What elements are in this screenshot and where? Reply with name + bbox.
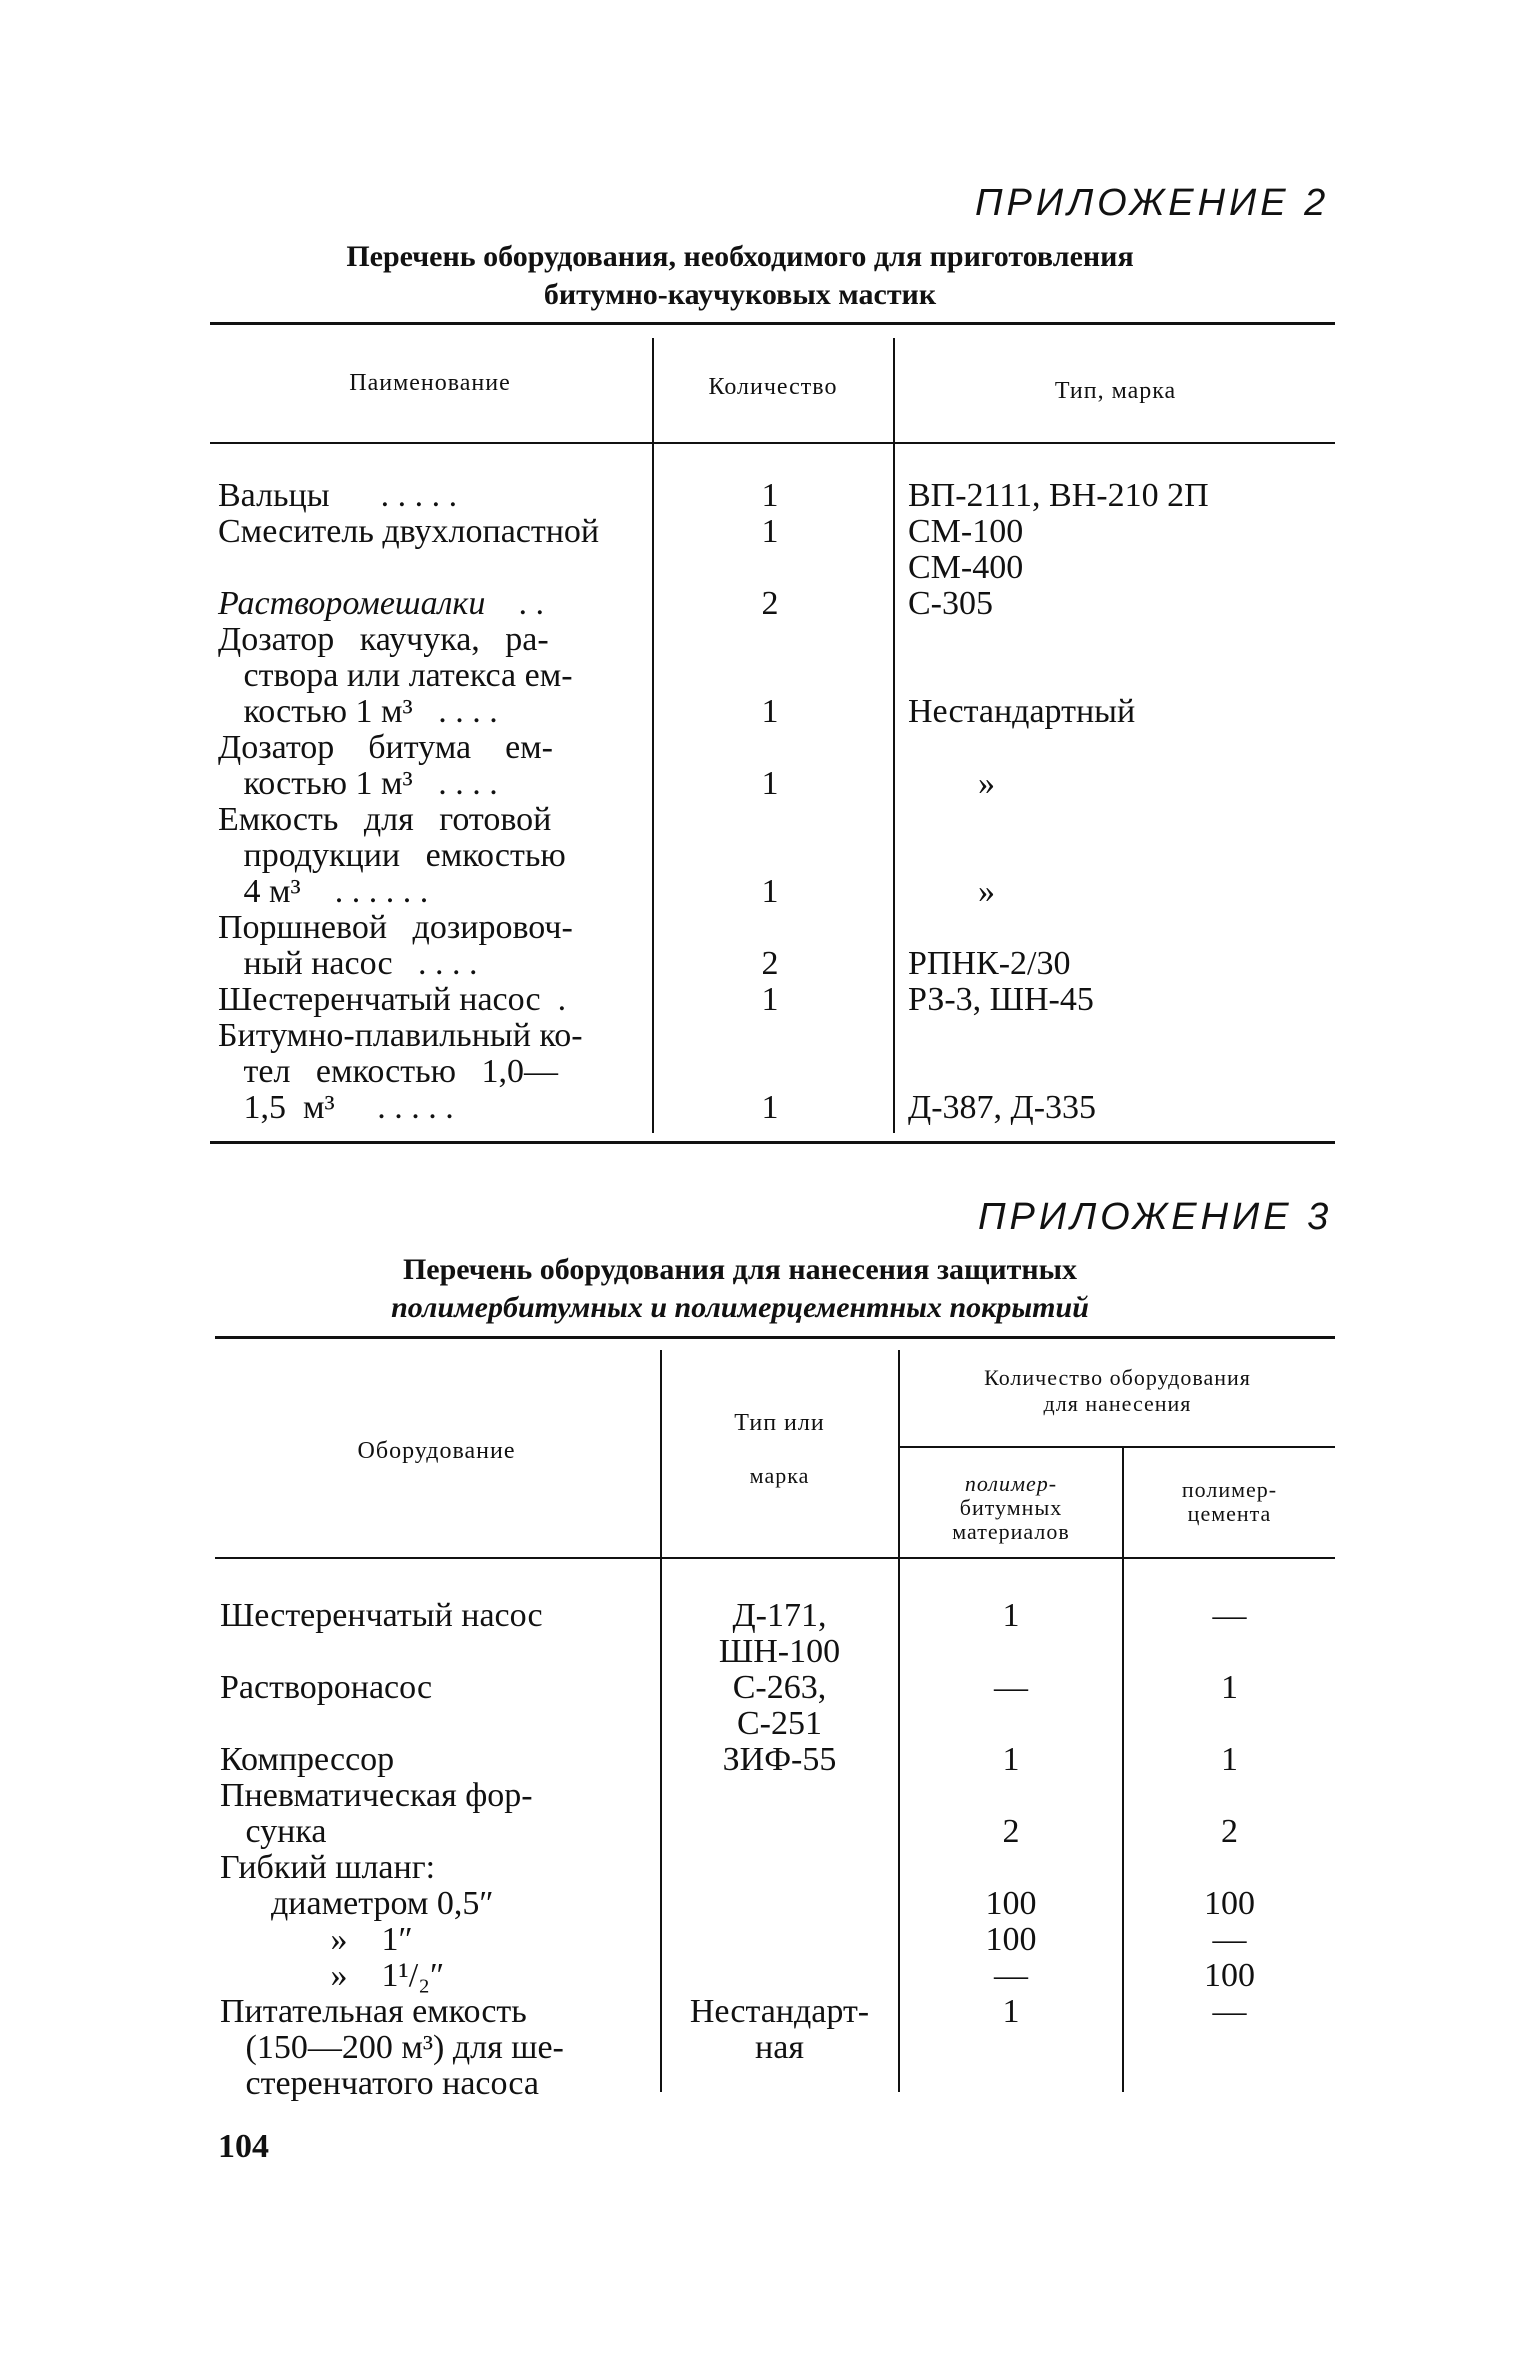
row-quantity: 1 bbox=[761, 477, 779, 514]
row-polymer-cement-qty: 100 bbox=[1204, 1885, 1255, 1922]
row-quantity: 1 bbox=[761, 513, 779, 550]
column-header-polymer-bitumen-line1: полимер- bbox=[964, 1471, 1058, 1496]
row-type: С-251 bbox=[737, 1705, 822, 1742]
row-type: ШН-100 bbox=[718, 1633, 841, 1670]
row-type: ЗИФ-55 bbox=[722, 1741, 837, 1778]
row-polymer-bitumen-qty: 1 bbox=[1002, 1993, 1020, 2030]
appendix-2-title bbox=[180, 238, 1300, 314]
row-type: ВП-2111, ВН-210 2П bbox=[908, 477, 1209, 514]
row-type: » bbox=[978, 873, 995, 910]
column-header-polymer-cement bbox=[1124, 1478, 1335, 1526]
row-type: СМ-100 bbox=[908, 513, 1024, 550]
row-name: костью 1 м³ . . . . bbox=[218, 765, 498, 802]
appendix-2-title-line2: битумно-каучуковых мастик bbox=[543, 278, 937, 311]
column-header-name: Паименование bbox=[349, 370, 511, 396]
row-name: 4 м³ . . . . . . bbox=[218, 873, 429, 910]
row-quantity: 2 bbox=[761, 945, 779, 982]
column-header-type-line1: Тип или bbox=[734, 1410, 825, 1436]
row-polymer-bitumen-qty: 1 bbox=[1002, 1741, 1020, 1778]
row-polymer-bitumen-qty: 1 bbox=[1002, 1597, 1020, 1634]
table-header-rule bbox=[210, 442, 1335, 444]
column-header-quantity-group-line2: для нанесения bbox=[1043, 1391, 1192, 1416]
table-top-rule bbox=[210, 322, 1335, 325]
row-name: продукции емкостью bbox=[218, 837, 566, 874]
row-polymer-bitumen-qty: — bbox=[994, 1669, 1028, 1706]
row-polymer-cement-qty: — bbox=[1212, 1597, 1247, 1634]
column-header-polymer-cement-line2: цемента bbox=[1187, 1501, 1272, 1526]
row-name: тел емкостью 1,0— bbox=[218, 1053, 559, 1090]
appendix-2-label: ПРИЛОЖЕНИЕ 2 bbox=[975, 182, 1330, 224]
appendix-3-title-line2: полимербитумных и полимерцементных покрытий bbox=[391, 1291, 1089, 1324]
row-quantity: 1 bbox=[761, 981, 779, 1018]
row-name: сунка bbox=[220, 1813, 327, 1850]
row-name: Пневматическая фор- bbox=[220, 1777, 533, 1814]
row-name: Битумно-плавильный ко- bbox=[218, 1017, 583, 1054]
column-divider bbox=[660, 1350, 662, 2092]
row-type: ная bbox=[755, 2029, 804, 2066]
row-polymer-cement-qty: 100 bbox=[1204, 1957, 1255, 1994]
row-polymer-cement-qty: 1 bbox=[1221, 1669, 1238, 1706]
row-type: » bbox=[978, 765, 995, 802]
table-bottom-rule bbox=[210, 1141, 1335, 1144]
appendix-2-title-line1: Перечень оборудования, необходимого для приготовления bbox=[346, 240, 1134, 273]
row-name: 1,5 м³ . . . . . bbox=[218, 1089, 454, 1126]
column-header-polymer-cement-line1: полимер- bbox=[1181, 1477, 1278, 1502]
column-header-polymer-bitumen bbox=[900, 1472, 1122, 1544]
column-header-type-line2: марка bbox=[749, 1463, 810, 1488]
row-quantity: 1 bbox=[761, 693, 779, 730]
row-type: Нестандарт- bbox=[689, 1993, 870, 2030]
column-header-quantity-group-line1: Количество оборудования bbox=[984, 1365, 1251, 1390]
row-name: стеренчатого насоса bbox=[220, 2065, 539, 2102]
column-header-quantity: Количество bbox=[708, 374, 838, 400]
row-name: Шестеренчатый насос bbox=[220, 1597, 543, 1634]
row-polymer-bitumen-qty: 2 bbox=[1002, 1813, 1020, 1850]
row-name: Емкость для готовой bbox=[218, 801, 552, 838]
row-type: С-263, bbox=[732, 1669, 827, 1706]
row-name: створа или латекса ем- bbox=[218, 657, 573, 694]
row-type: РЗ-3, ШН-45 bbox=[908, 981, 1094, 1018]
row-name: костью 1 м³ . . . . bbox=[218, 693, 498, 730]
appendix-3-title-line1: Перечень оборудования для нанесения защитных bbox=[402, 1253, 1078, 1286]
row-name: Гибкий шланг: bbox=[220, 1849, 436, 1886]
appendix-3-label: ПРИЛОЖЕНИЕ 3 bbox=[978, 1196, 1333, 1238]
row-quantity: 1 bbox=[761, 873, 779, 910]
row-name: диаметром 0,5″ bbox=[220, 1885, 494, 1922]
row-name: (150—200 м³) для ше- bbox=[220, 2029, 564, 2066]
row-polymer-bitumen-qty: 100 bbox=[985, 1921, 1037, 1958]
row-name: Дозатор каучука, ра- bbox=[218, 621, 549, 658]
column-header-polymer-bitumen-line2: битумных bbox=[959, 1495, 1063, 1520]
column-header-type: Тип, марка bbox=[1054, 378, 1177, 404]
row-type: РПНК-2/30 bbox=[908, 945, 1071, 982]
row-name: Вальцы . . . . . bbox=[218, 477, 458, 514]
row-polymer-cement-qty: 1 bbox=[1221, 1741, 1238, 1778]
row-polymer-bitumen-qty: 100 bbox=[985, 1885, 1037, 1922]
appendix-3-title bbox=[180, 1251, 1300, 1327]
row-type: Д-171, bbox=[732, 1597, 827, 1634]
column-header-equipment: Оборудование bbox=[357, 1438, 516, 1464]
row-polymer-cement-qty: — bbox=[1212, 1993, 1247, 2030]
row-polymer-cement-qty: 2 bbox=[1221, 1813, 1238, 1850]
row-type: С-305 bbox=[908, 585, 993, 622]
row-name: Поршневой дозировоч- bbox=[218, 909, 573, 946]
row-name: Питательная емкость bbox=[220, 1993, 527, 2030]
row-type: СМ-400 bbox=[908, 549, 1024, 586]
table-top-rule bbox=[215, 1336, 1335, 1339]
subheader-rule bbox=[900, 1446, 1335, 1448]
row-name: Смеситель двухлопастной bbox=[218, 513, 600, 550]
table-header-rule bbox=[215, 1557, 1335, 1559]
row-name: » 1¹/₂″ bbox=[220, 1957, 445, 1994]
column-header-polymer-bitumen-line3: материалов bbox=[952, 1519, 1070, 1544]
row-type: Нестандартный bbox=[908, 693, 1136, 730]
row-name: Растворомешалки . . bbox=[218, 585, 545, 622]
row-name: » 1″ bbox=[220, 1921, 413, 1958]
row-name: ный насос . . . . bbox=[218, 945, 478, 982]
row-polymer-bitumen-qty: — bbox=[994, 1957, 1028, 1994]
row-type: Д-387, Д-335 bbox=[908, 1089, 1097, 1126]
row-name: Шестеренчатый насос . bbox=[218, 981, 567, 1018]
column-divider bbox=[652, 338, 654, 1133]
page-number: 104 bbox=[218, 2128, 269, 2165]
row-quantity: 1 bbox=[761, 765, 779, 802]
row-quantity: 2 bbox=[761, 585, 779, 622]
row-name: Растворонасос bbox=[220, 1669, 433, 1706]
row-quantity: 1 bbox=[761, 1089, 779, 1126]
column-divider bbox=[893, 338, 895, 1133]
row-name: Дозатор битума ем- bbox=[218, 729, 554, 766]
row-polymer-cement-qty: — bbox=[1212, 1921, 1247, 1958]
row-name: Компрессор bbox=[220, 1741, 395, 1778]
